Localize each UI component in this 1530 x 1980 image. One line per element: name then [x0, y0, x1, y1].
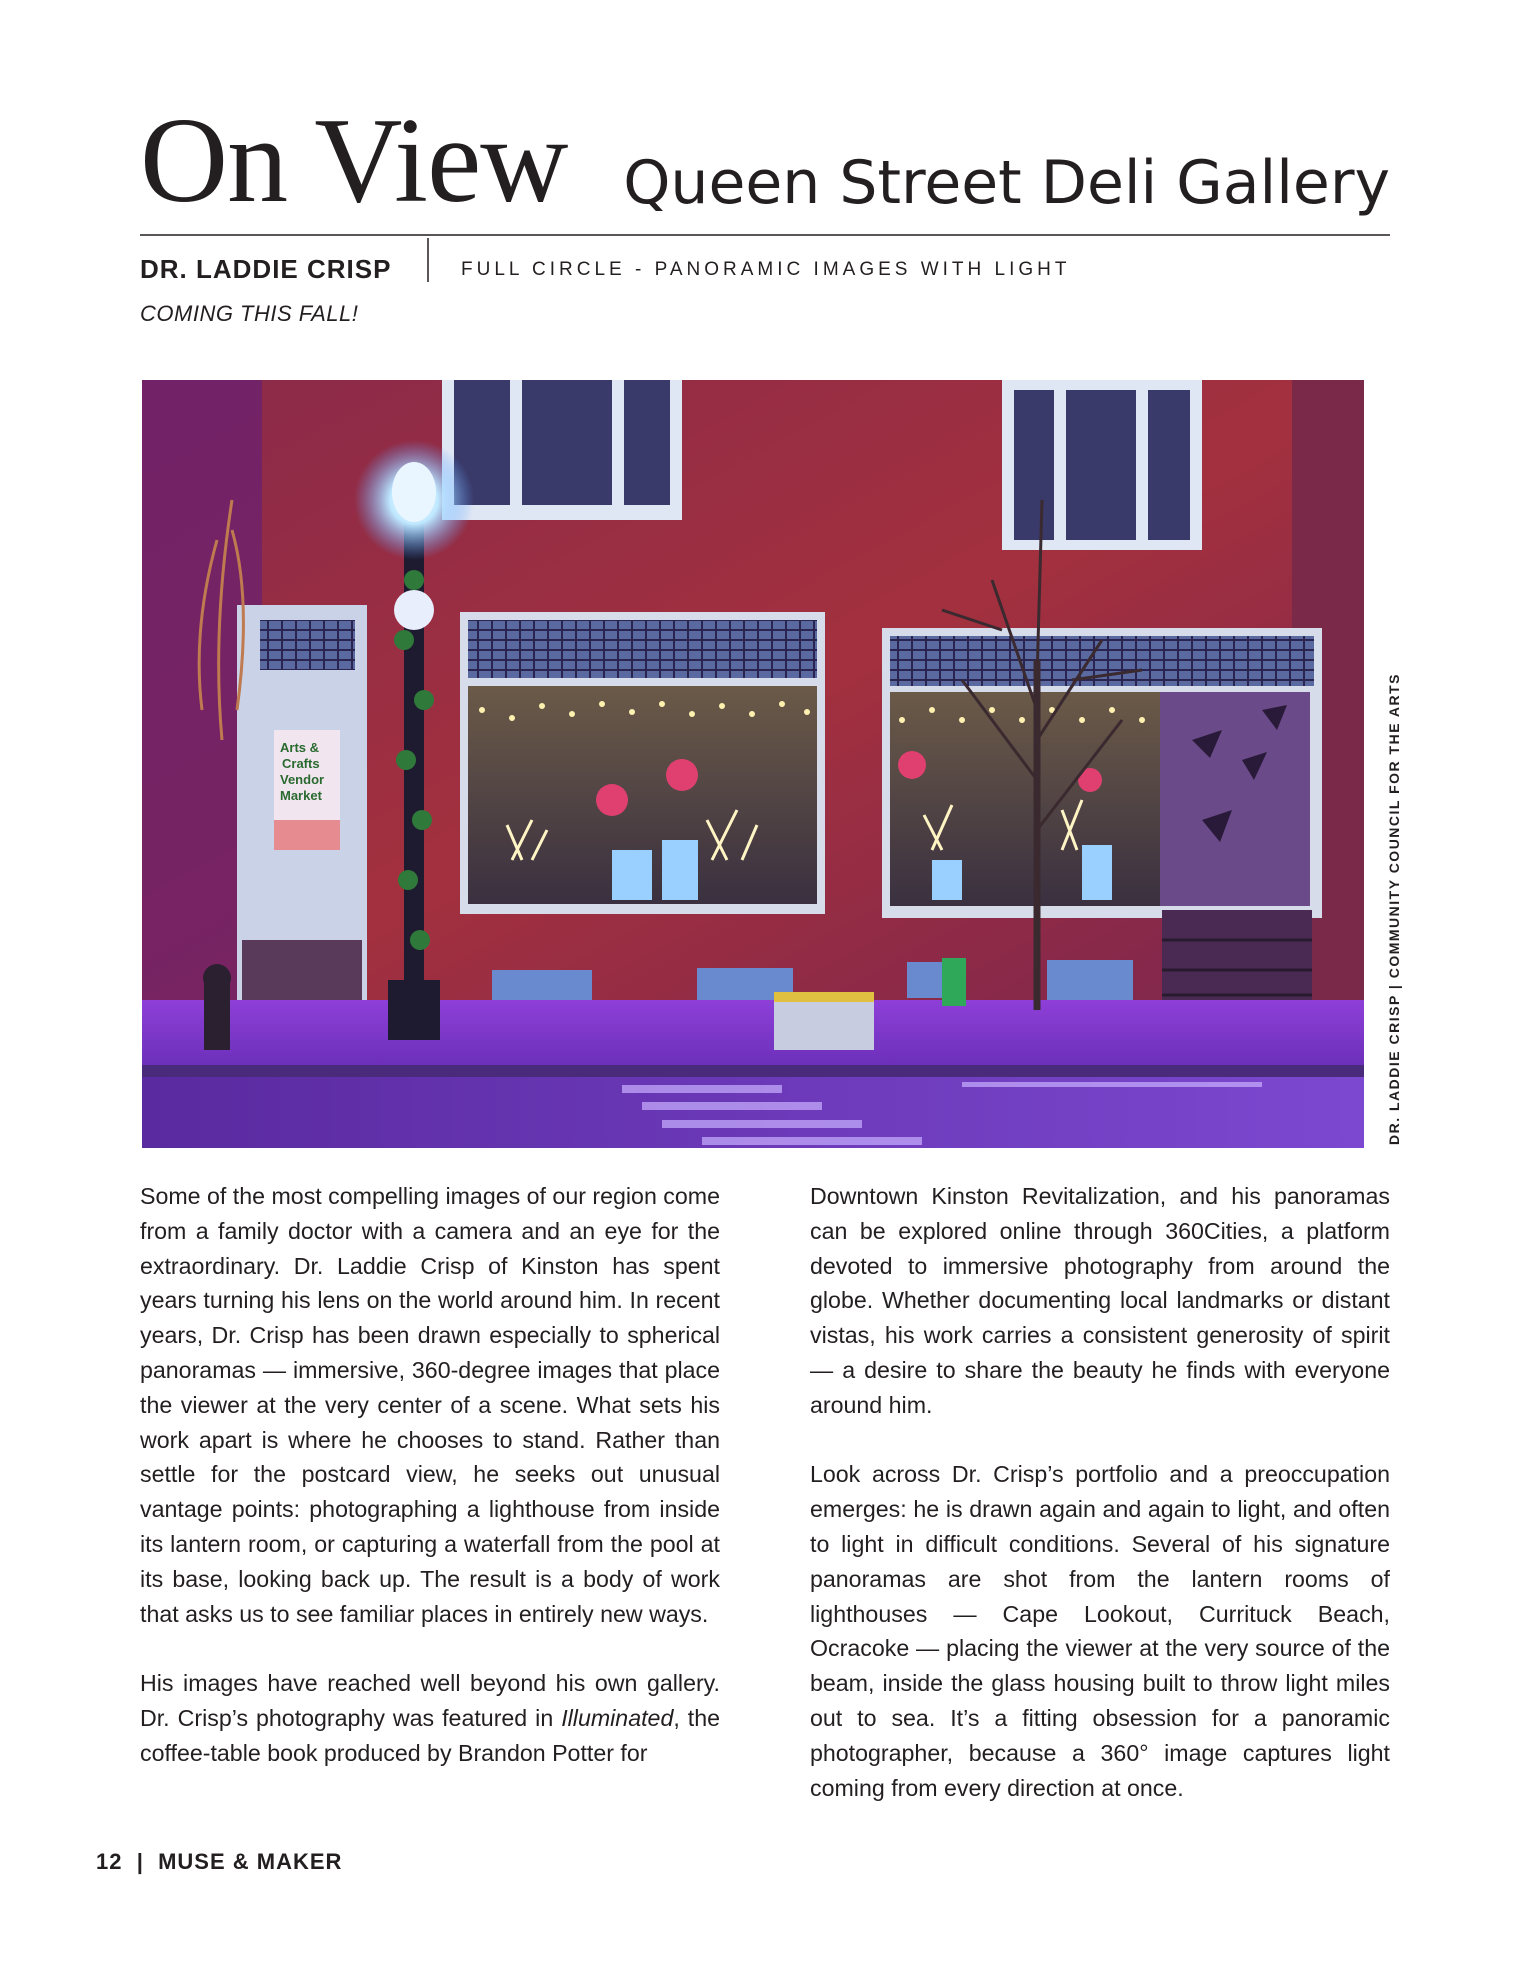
sign-line-1: Arts &: [280, 740, 320, 755]
article-paragraph: Downtown Kinston Revitalization, and his panoramas can be explored online through 360Cities, a platform devoted to immersive photography from around the globe. Whether documenting local landmarks or distant vistas, his work carries a consistent generosity of spirit — a desire to share the beauty he finds with everyone around him.: [810, 1183, 1390, 1418]
section-title: On View: [140, 93, 568, 228]
article-column-left: [140, 1179, 720, 1805]
sign-line-3: Vendor: [280, 772, 325, 787]
sign-line-2: Crafts: [282, 756, 320, 771]
exhibit-title: FULL CIRCLE - PANORAMIC IMAGES WITH LIGHT: [461, 259, 1071, 280]
book-title: Illuminated: [561, 1704, 674, 1731]
sign-line-4: Market: [280, 788, 322, 803]
venue-title: Queen Street Deli Gallery: [623, 148, 1390, 218]
article-paragraph: His images have reached well beyond his own gallery. Dr. Crisp’s photography was featured in Illuminated, the coffee-table book produced by Brandon Potter for: [140, 1670, 720, 1766]
gallery-photo: [142, 380, 1364, 1148]
header-divider: [427, 238, 429, 282]
artist-name: DR. LADDIE CRISP: [140, 254, 392, 284]
article-paragraph: Some of the most compelling images of our region come from a family doctor with a camera and an eye for the extraordinary. Dr. Laddie Crisp of Kinston has spent years turning his lens on the world around him. In recent years, Dr. Crisp has been drawn especially to spherical panoramas — immersive, 360-degree images that place the viewer at the very center of a scene. What sets his work apart is where he chooses to stand. Rather than settle for the postcard view, he seeks out unusual vantage points: photographing a lighthouse from inside its lantern room, or capturing a waterfall from the pool at its base, looking back up. The result is a body of work that asks us to see familiar places in entirely new ways.: [140, 1183, 720, 1627]
article-column-right: [810, 1179, 1390, 1840]
article-paragraph: Look across Dr. Crisp’s portfolio and a preoccupation emerges: he is drawn again and again to light, and often to light in difficult conditions. Several of his signature panoramas are shot from the lantern rooms of lighthouses — Cape Lookout, Currituck Beach, Ocracoke — placing the viewer at the very source of the beam, inside the glass housing built to throw light miles out to sea. It’s a fitting obsession for a panoramic photographer, because a 360° image captures light coming from every direction at once.: [810, 1461, 1390, 1801]
photo-credit: DR. LADDIE CRISP | COMMUNITY COUNCIL FOR THE ARTS: [1386, 672, 1402, 1145]
page-footer: 12 | MUSE & MAKER: [96, 1849, 343, 1874]
date-note: COMING THIS FALL!: [140, 301, 359, 326]
header-rule: [140, 234, 1390, 236]
